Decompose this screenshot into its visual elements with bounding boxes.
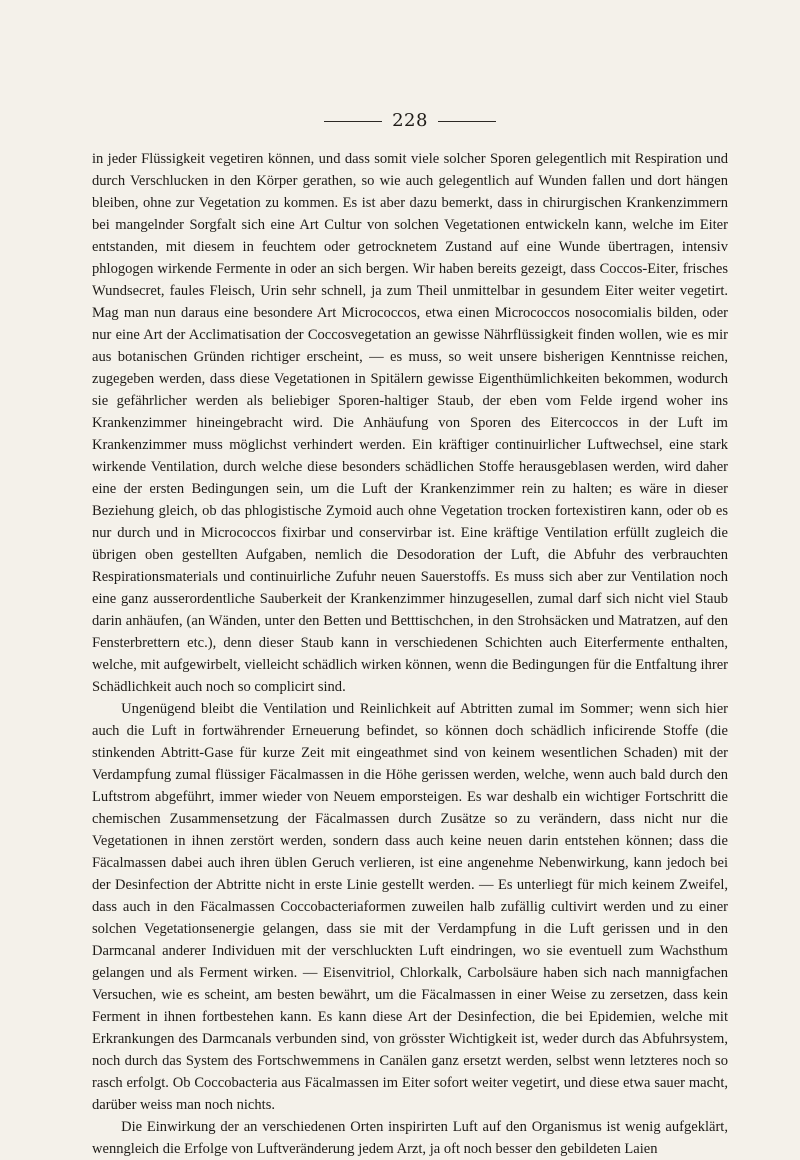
paragraph-1: in jeder Flüssigkeit vegetiren können, und dass somit viele solcher Sporen gelegentlich mit Respiration und durch Verschlucken in den Körper gerathen, so wie auch gelegentlich auf Wunden fallen und dort hängen bleiben, ohne zur Vegetation zu kommen. Es ist aber dazu bemerkt, dass in chirurgischen Krankenzimmern bei mangelnder Sorgfalt sich eine Art Cultur von solchen Vegetationen entwickeln kann, welche im Eiter entstanden, mit diesem in feuchtem oder getrocknetem Zustand auf eine Wunde übertragen, intensiv phlogogen wirkende Fermente in oder an sich bergen. Wir haben bereits gezeigt, dass Coccos-Eiter, frisches Wundsecret, faules Fleisch, Urin sehr schnell, ja zum Theil unmittelbar in gesundem Eiter weiter vegetirt. Mag man nun daraus eine besondere Art Micrococcos, etwa einen Micrococcos nosocomialis bilden, oder nur eine Art der Acclimatisation der Coccosvegetation an gewisse Nährflüssigkeit finden wollen, wie es mir aus botanischen Gründen richtiger erscheint, — es muss, so weit unsere bisherigen Kenntnisse reichen, zugegeben werden, dass diese Vegetationen in Spitälern gewisse Eigenthümlichkeiten bekommen, wodurch sie gefährlicher werden als beliebiger Sporen-haltiger Staub, der eben vom Felde irgend woher ins Krankenzimmer hineingebracht wird. Die Anhäufung von Sporen des Eitercoccos in der Luft im Krankenzimmer muss möglichst verhindert werden. Ein kräftiger continuirlicher Luftwechsel, eine stark wirkende Ventilation, durch welche diese besonders schädlichen Stoffe herausgeblasen werden, wird daher eine der ersten Bedingungen sein, um die Luft der Krankenzimmer rein zu halten; es wäre in dieser Beziehung gleich, ob das phlogistische Zymoid auch ohne Vegetation trocken fortexistiren kann, oder ob es nur durch und in Micrococcos fixirbar und conservirbar ist. Eine kräftige Ventilation erfüllt zugleich die übrigen oben gestellten Aufgaben, nemlich die Desodoration der Luft, die Abfuhr des verbrauchten Respirationsmaterials und continuirliche Zufuhr neuen Sauerstoffs. Es muss sich aber zur Ventilation noch eine ganz ausserordentliche Sauberkeit der Krankenzimmer hinzugesellen, zumal darf sich nicht viel Staub darin anhäufen, (an Wänden, unter den Betten und Betttischchen, in den Strohsäcken und Matratzen, auf den Fensterbrettern etc.), denn dieser Staub kann in verschiedenen Schichten auch Eiterfermente enthalten, welche, mit aufgewirbelt, vielleicht schädlich wirken können, wenn die Bedingungen für die Entfaltung ihrer Schädlichkeit auch noch so complicirt sind.	[92, 151, 728, 695]
page-header	[92, 112, 728, 130]
paragraph-2: Ungenügend bleibt die Ventilation und Reinlichkeit auf Abtritten zumal im Sommer; wenn sich hier auch die Luft in fortwährender Erneuerung befindet, so können doch schädlich inficirende Stoffe (die stinkenden Abtritt-Gase für kurze Zeit mit eingeathmet sind von keinem wesentlichen Schaden) mit der Verdampfung zumal flüssiger Fäcalmassen in die Höhe gerissen werden, welche, wenn auch bald durch den Luftstrom abgeführt, immer wieder von Neuem emporsteigen. Es war deshalb ein wichtiger Fortschritt die chemischen Zusammensetzung der Fäcalmassen durch Zusätze so zu verändern, dass nicht nur die Vegetationen in ihnen zerstört werden, sondern dass auch keine neuen darin entstehen können; dass die Fäcalmassen dabei auch ihren üblen Geruch verlieren, ist eine angenehme Nebenwirkung, kann jedoch bei der Desinfection der Abtritte nicht in erste Linie gestellt werden. — Es unterliegt für mich keinem Zweifel, dass auch in den Fäcalmassen Coccobacteriaformen zuweilen halb zufällig cultivirt werden und zu einer solchen Vegetationsenergie gelangen, dass sie mit der Verdampfung in die Luft gerissen und in den Darmcanal anderer Individuen mit der verschluckten Luft eindringen, wo sie eventuell zum Wachsthum gelangen und als Ferment wirken. — Eisenvitriol, Chlorkalk, Carbolsäure haben sich nach mannigfachen Versuchen, wie es scheint, am besten bewährt, um die Fäcalmassen in einer Weise zu zersetzen, dass kein Ferment in ihnen fortbestehen kann. Es kann diese Art der Desinfection, die bei Epidemien, welche mit Erkrankungen des Darmcanals verbunden sind, von grösster Wichtigkeit ist, weder durch das Abfuhrsystem, noch durch das System des Fortschwemmens in Canälen ganz ersetzt werden, selbst wenn letzteres noch so rasch erfolgt. Ob Coccobacteria aus Fäcalmassen im Eiter sofort weiter vegetirt, und diese etwa sauer macht, darüber weiss man noch nichts.	[92, 701, 728, 1113]
page-number: 228	[392, 110, 428, 131]
paragraph-3: Die Einwirkung der an verschiedenen Orten inspirirten Luft auf den Organismus ist wenig aufgeklärt, wenngleich die Erfolge von Luftveränderung jedem Arzt, ja oft noch besser den gebildeten Laien	[92, 1119, 728, 1157]
header-rule-right	[438, 121, 496, 122]
header-rule-left	[324, 121, 382, 122]
body-text	[92, 148, 728, 1160]
